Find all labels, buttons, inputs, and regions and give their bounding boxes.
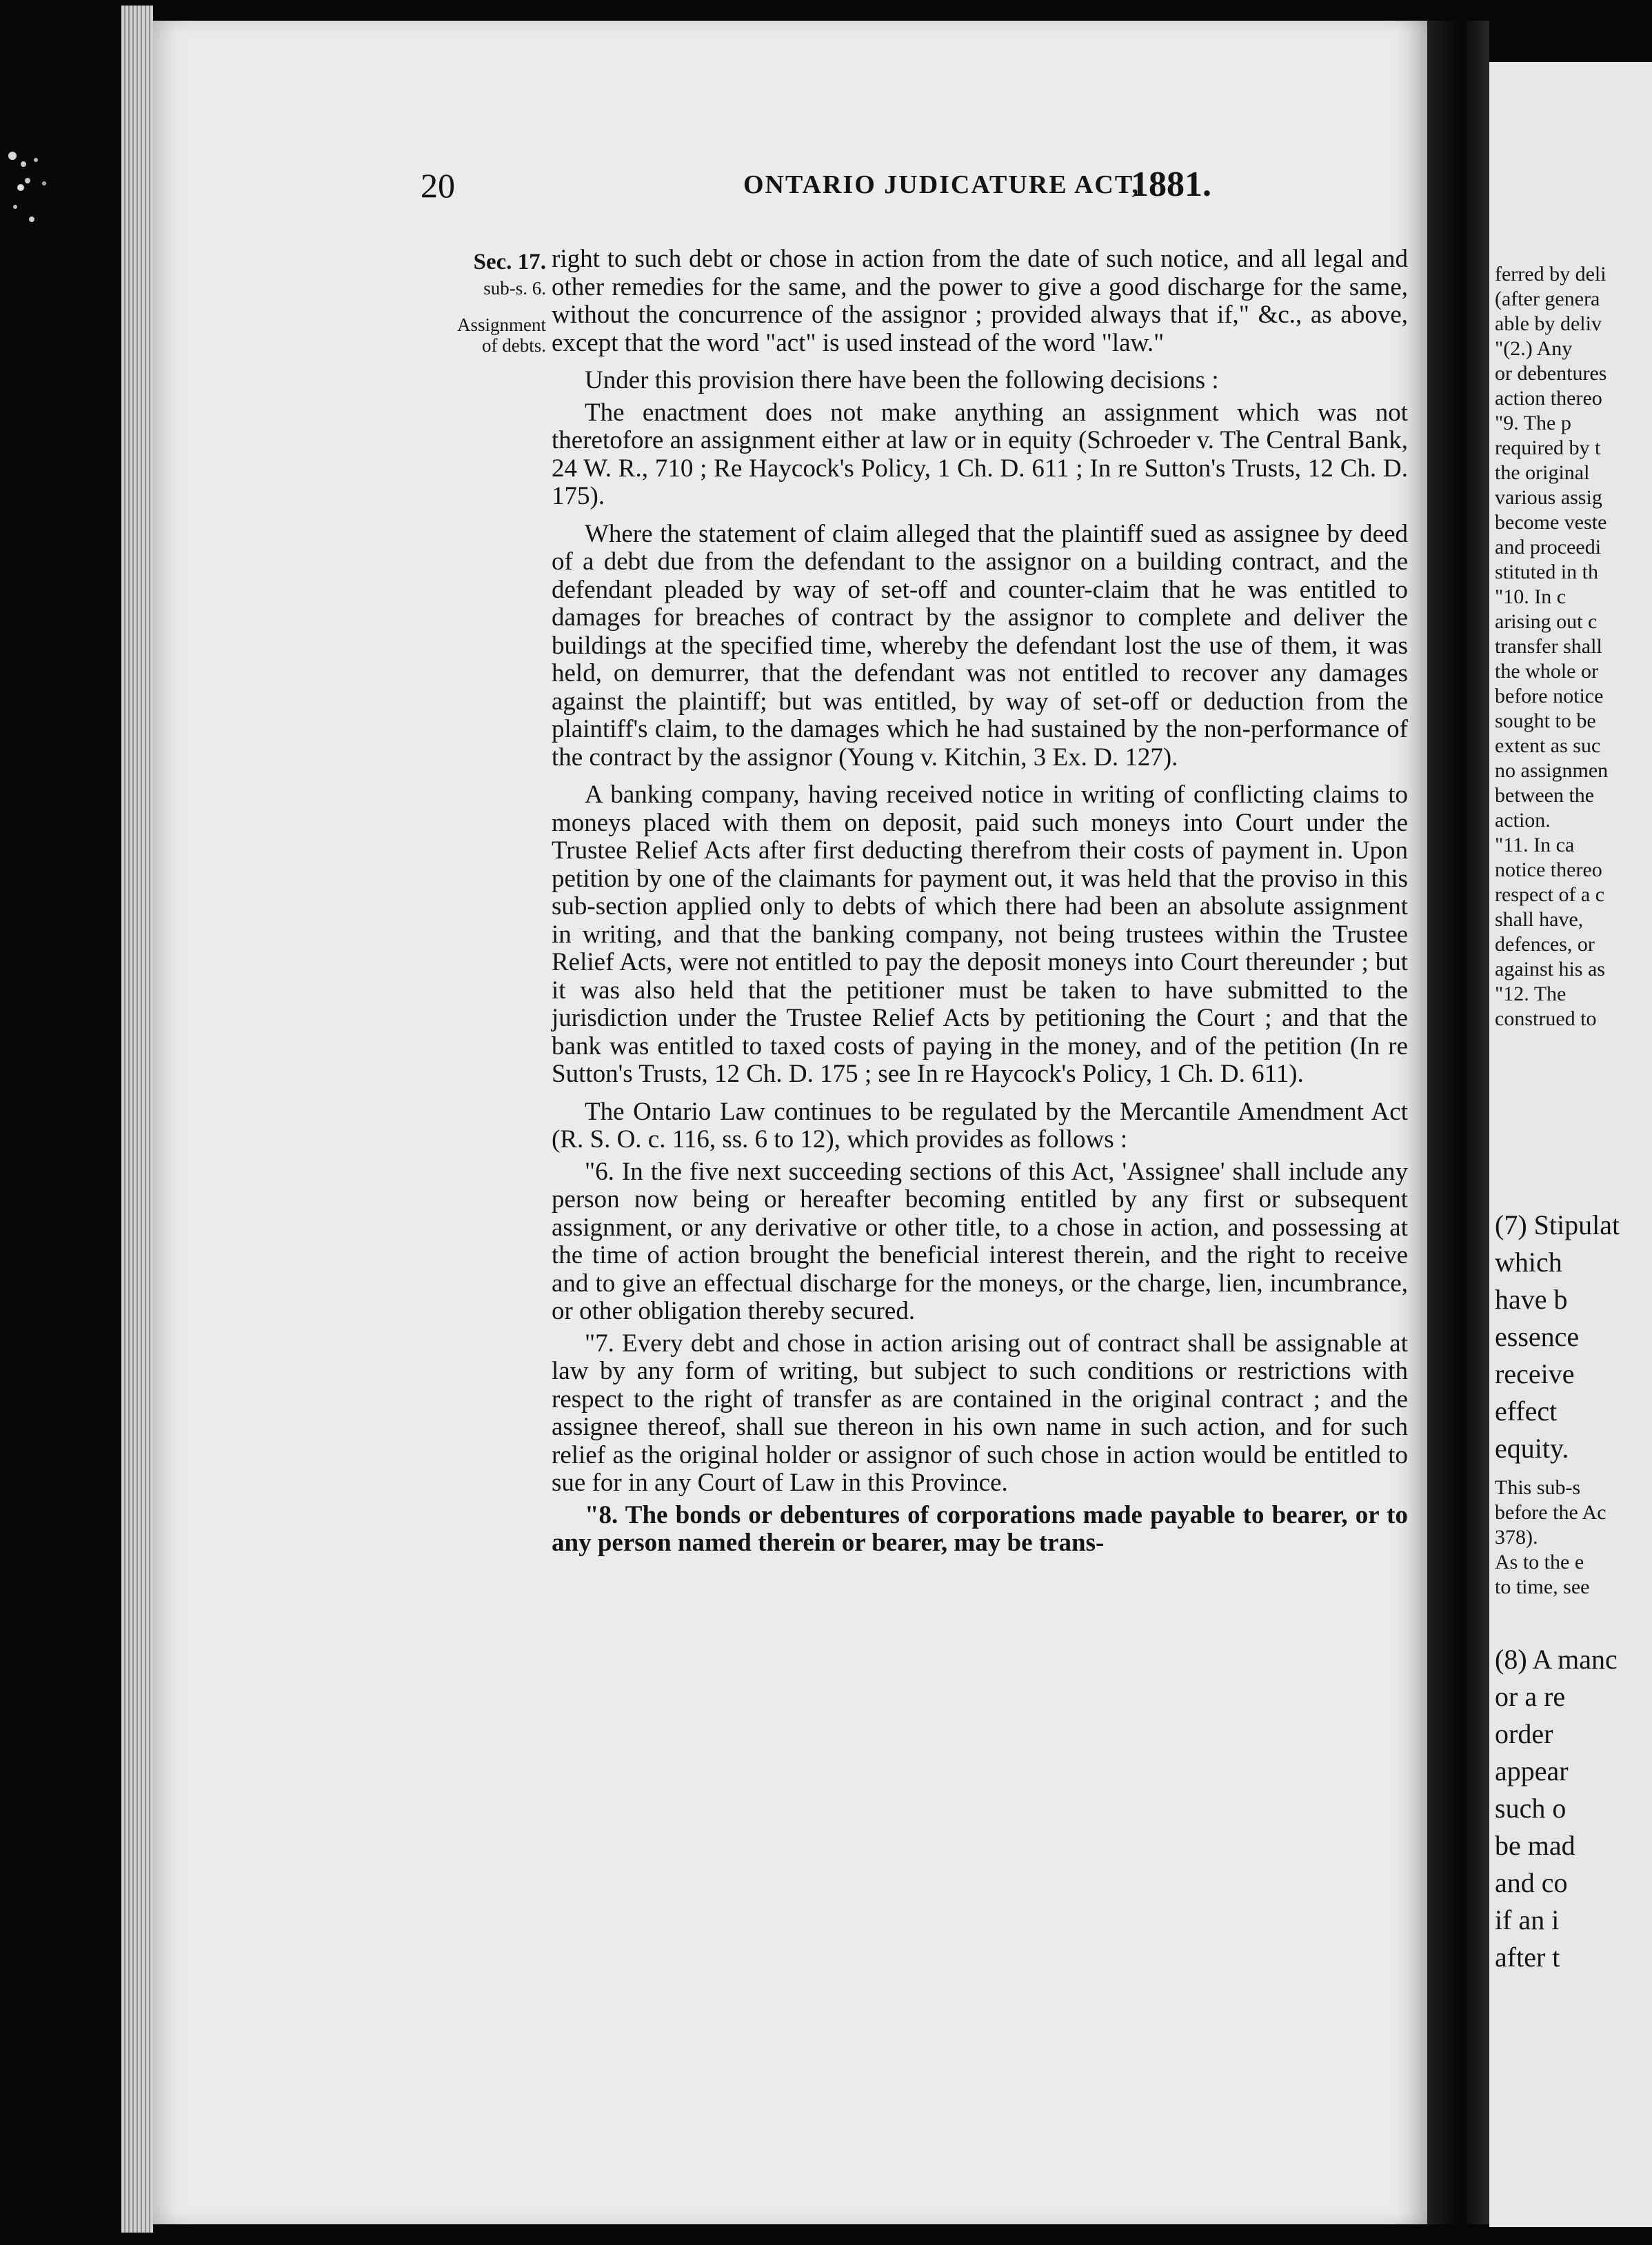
next-page-line: "12. The [1495,983,1567,1005]
paragraph-banking-company: A banking company, having received notice in writing of conflicting claims to moneys placed with them on deposit, paid such moneys into Court under the Trustee Relief Acts after first deducting therefrom their costs of payment in. Upon petition by one of the claimants for payment out, it was held that the proviso in this sub-section applied only to debts of which there had been an absolute assignment in writing, and that the banking company, not being trustees within the Trustee Relief Acts, were not entitled to pay the deposit moneys into Court thereunder ; but it was also held that the petitioner must be taken to have submitted to the jurisdiction under the Trustee Relief Acts by petitioning the Court ; and that the bank was entitled to taxed costs of paying in the money, and of the petition (In re Sutton's Trusts, 12 Ch. D. 175 ; see In re Haycock's Policy, 1 Ch. D. 611). [552,781,1408,1088]
next-page-line: shall have, [1495,908,1584,931]
next-page-line: before notice [1495,685,1604,707]
next-page-line: receive [1495,1358,1575,1389]
next-page-line: transfer shall [1495,635,1602,658]
next-page-line: appear [1495,1755,1569,1786]
next-page-line: 378). [1495,1526,1538,1549]
next-page-line: extent as suc [1495,734,1601,757]
next-page-line: between the [1495,784,1595,807]
next-page-line: and co [1495,1867,1568,1898]
next-page-line: required by t [1495,436,1601,459]
next-page-line: action thereo [1495,387,1602,410]
next-page-block-3 [1495,1476,1652,1600]
next-page-line: notice thereo [1495,858,1602,881]
next-page-line: equity. [1495,1433,1569,1464]
next-page-line: (7) Stipulat [1495,1209,1620,1240]
paragraph-continuation: right to such debt or chose in action from the date of such notice, and all legal and other remedies for the same, and the power to give a good discharge for the same, without the concurrence of the assignor ; provided always that if," &c., as above, except that the word "act" is used instead of the word "law." [552,245,1408,357]
book-gutter [1427,21,1489,2224]
next-page-line: various assig [1495,486,1602,509]
next-page-line: the whole or [1495,660,1598,683]
next-page-line: order [1495,1718,1553,1749]
page-number: 20 [421,166,455,205]
next-page-block-1 [1495,262,1652,1031]
margin-notes [386,248,546,356]
next-page-line: defences, or [1495,933,1595,956]
next-page-line: to time, see [1495,1575,1590,1598]
next-page-line: "11. In ca [1495,834,1575,856]
margin-section: Sec. 17. [473,250,546,274]
next-page-line: have b [1495,1284,1568,1315]
paragraph-section-8: "8. The bonds or debentures of corporations made payable to bearer, or to any person named therein or bearer, may be trans- [552,1500,1408,1557]
paragraph-section-7: "7. Every debt and chose in action arising out of contract shall be assignable at law by any form of writing, but subject to such conditions or restrictions with respect to the right of transfer as are contained in the original contract ; and the assignee thereof, shall sue thereon in his own name in such action, and for such relief as the original holder or assignor of such chose in action would be entitled to sue for in any Court of Law in this Province. [552,1329,1408,1497]
paragraph-enactment: The enactment does not make anything an assignment which was not theretofore an assignment either at law or in equity (Schroeder v. The Central Bank, 24 W. R., 710 ; Re Haycock's Policy, 1 Ch. D. 611 ; In re Sutton's Trusts, 12 Ch. D. 175). [552,398,1408,510]
next-page-line: sought to be [1495,709,1596,732]
next-page-block-2 [1495,1207,1652,1467]
margin-subsection: sub-s. 6. [483,278,546,299]
next-page-line: or a re [1495,1681,1566,1712]
next-page-line: As to the e [1495,1551,1584,1573]
paragraph-section-6: "6. In the five next succeeding sections of this Act, 'Assignee' shall include any person now being or hereafter becoming entitled by any first or subsequent assignment, or any derivative or other title, to a chose in action, and possessing at the time of action brought the beneficial interest therein, and the right to receive and to give an effectual discharge for the moneys, or the charge, lien, incumbrance, or other obligation thereby secured. [552,1157,1408,1325]
next-page-line: able by deliv [1495,312,1602,335]
next-page-line: ferred by deli [1495,263,1606,285]
next-page-line: no assignmen [1495,759,1609,782]
next-page-line: action. [1495,809,1551,832]
next-page-line: "10. In c [1495,585,1567,608]
next-page-line: or debentures [1495,362,1607,385]
next-page-line: effect [1495,1396,1558,1427]
next-page-line: after t [1495,1942,1560,1973]
body-text [552,245,1408,1562]
next-page-line: This sub-s [1495,1476,1581,1499]
margin-topic-line1: Assignment [456,314,546,335]
next-page-line: (after genera [1495,288,1600,310]
next-page-block-4 [1495,1641,1652,1976]
next-page-line: and proceedi [1495,536,1602,558]
next-page-line: stituted in th [1495,561,1598,583]
next-page-line: against his as [1495,958,1605,980]
next-page-line: construed to [1495,1007,1597,1030]
running-title: ONTARIO JUDICATURE ACT, [743,170,1140,199]
next-page-line: if an i [1495,1904,1560,1935]
paragraph-decisions-intro: Under this provision there have been the following decisions : [585,366,1219,394]
next-page-line: "(2.) Any [1495,337,1573,360]
next-page-line: essence [1495,1321,1580,1352]
book-page-edges [121,6,153,2233]
next-page-line: respect of a c [1495,883,1605,906]
next-page-line: such o [1495,1793,1567,1824]
next-page-line: become veste [1495,511,1607,534]
next-page-line: before the Ac [1495,1501,1606,1524]
next-page-line: "9. The p [1495,412,1571,434]
next-page-line: be mad [1495,1830,1575,1861]
next-page-line: which [1495,1247,1562,1278]
next-page-line: arising out c [1495,610,1598,633]
margin-topic [386,314,546,356]
running-year: 1881. [1131,165,1211,204]
paragraph-young-kitchin: Where the statement of claim alleged that the plaintiff sued as assignee by deed of a debt due from the defendant to the assignor on a building contract, and the defendant pleaded by way of set-off and counter-claim that he was entitled to damages for breaches of contract by the assignor to complete and deliver the buildings at the specified time, whereby the defendant lost the use of them, it was held, on demurrer, that the defendant was not entitled to recover any damages against the plaintiff; but was entitled, by way of set-off or deduction from the plaintiff's claim, to the damages which he had sustained by the non-performance of the contract by the assignor (Young v. Kitchin, 3 Ex. D. 127). [552,519,1408,772]
paragraph-ontario-law: The Ontario Law continues to be regulated by the Mercantile Amendment Act (R. S. O. c. 116, ss. 6 to 12), which provides as follows : [552,1097,1408,1154]
margin-topic-line2: of debts. [482,335,546,356]
next-page-line: the original [1495,461,1590,484]
scan-specks [0,0,97,2245]
next-page-line: (8) A manc [1495,1644,1618,1675]
next-page-fragment [1489,62,1652,2227]
